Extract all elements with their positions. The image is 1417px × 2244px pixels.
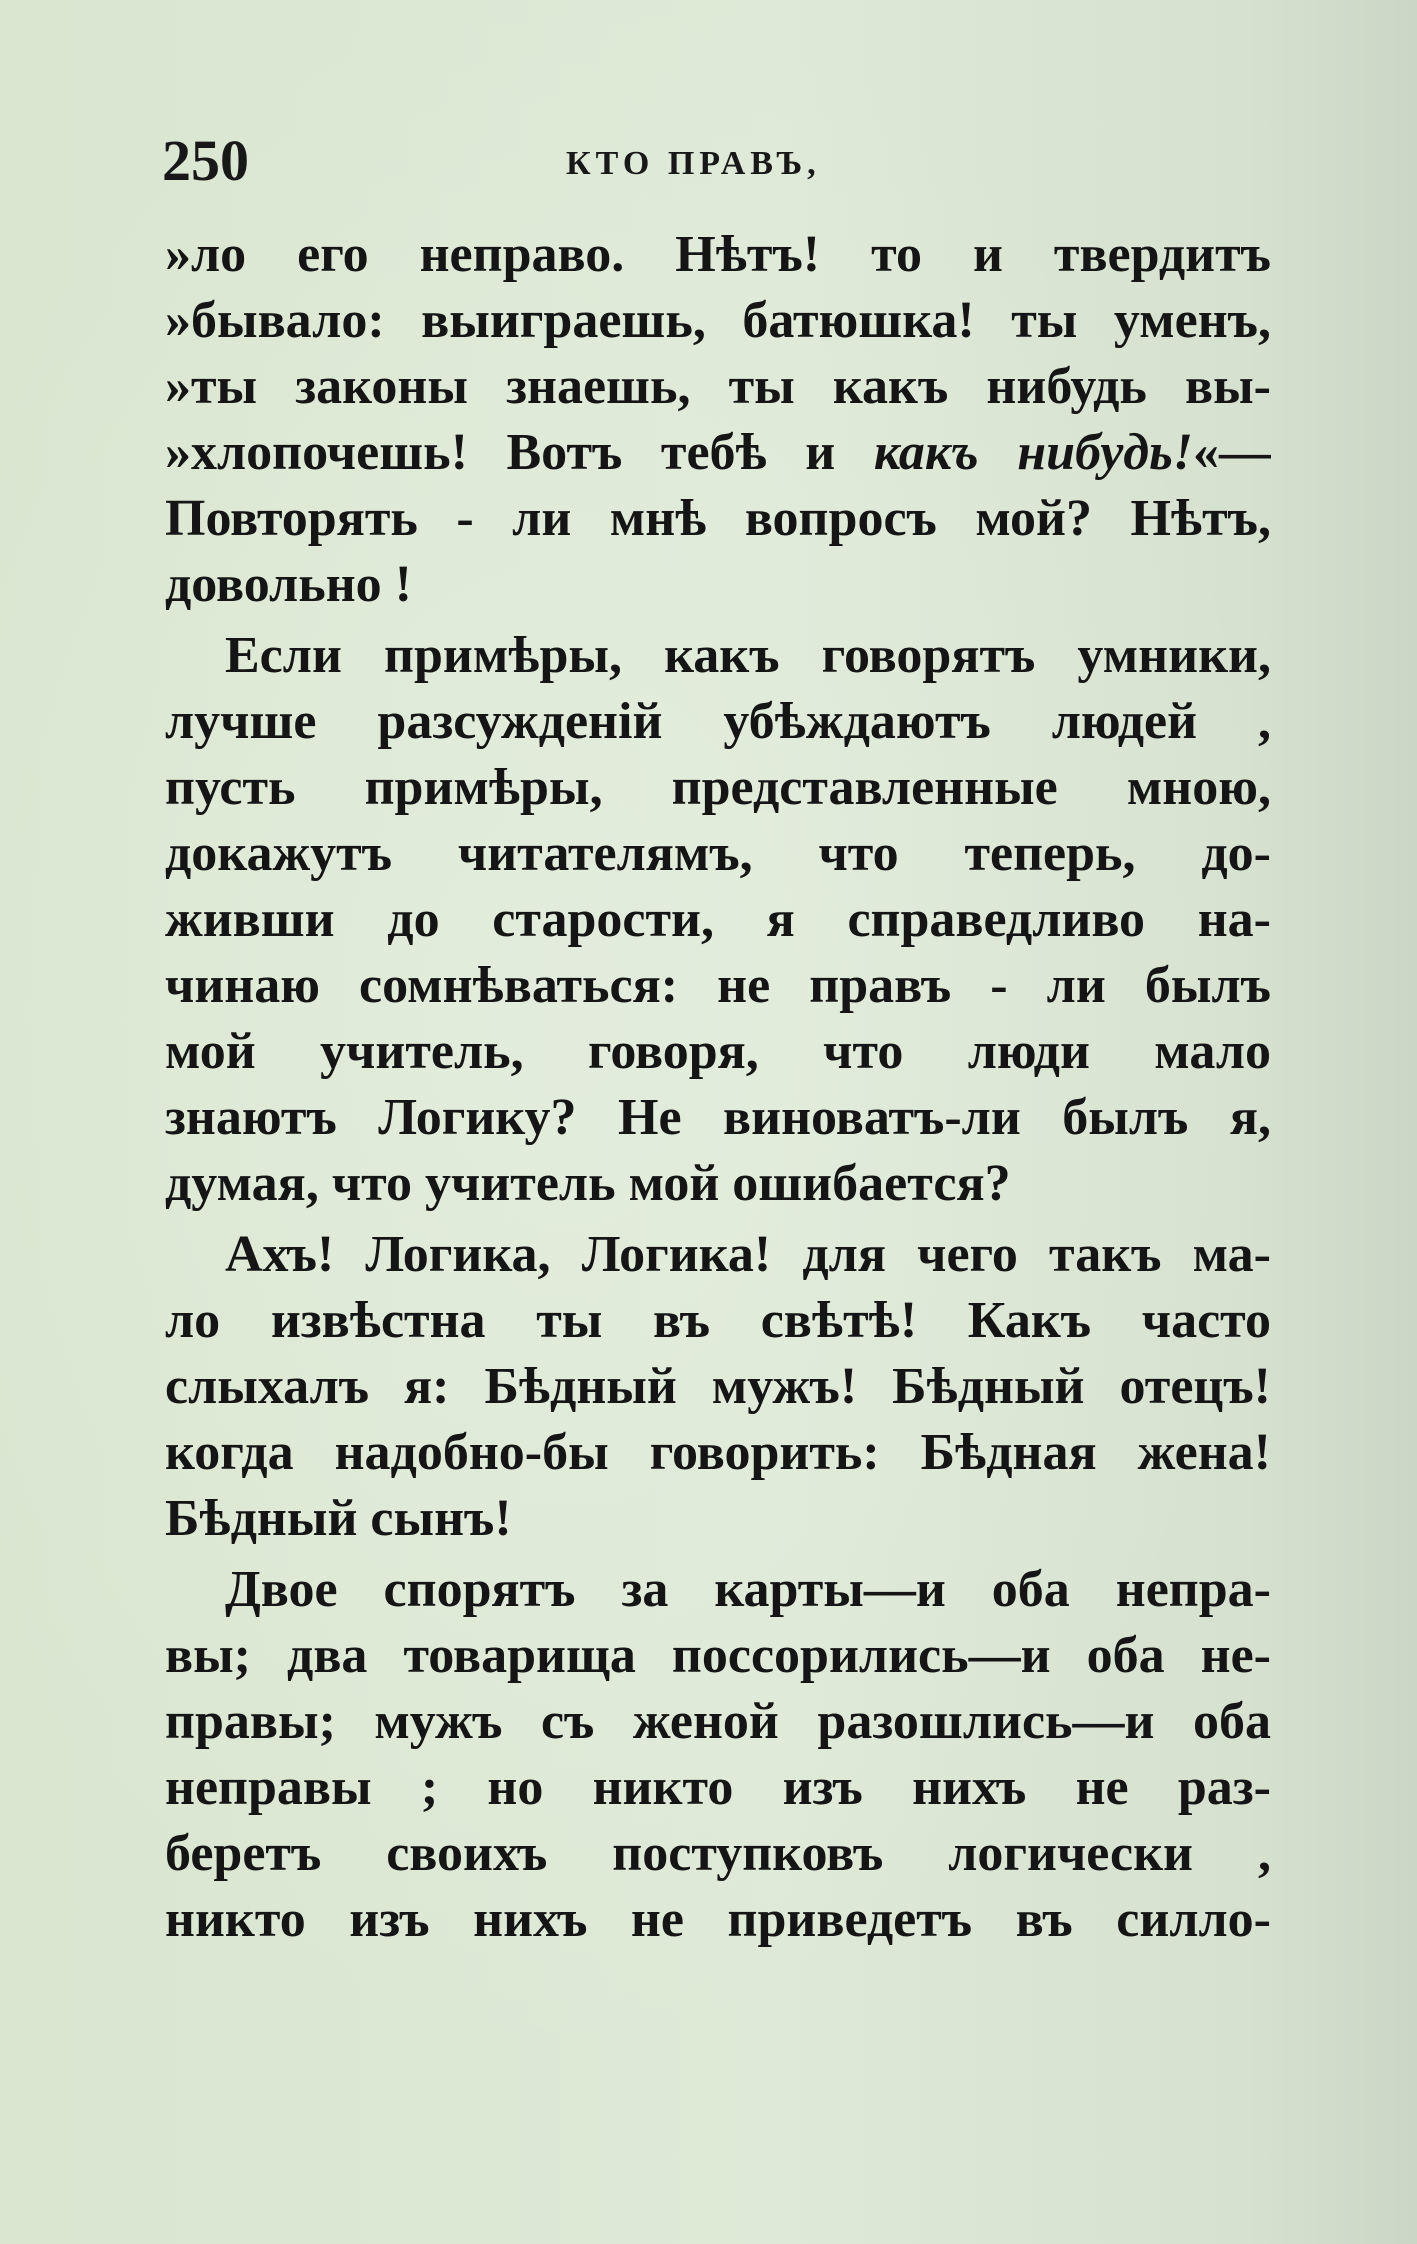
text-line: ло извѣстна ты въ свѣтѣ! Какъ часто	[165, 1292, 1271, 1349]
text-line: знаютъ Логику? Не виноватъ-ли былъ я,	[165, 1089, 1271, 1146]
paragraph-2	[165, 623, 1271, 1217]
text-line: живши до старости, я справедливо на-	[165, 891, 1271, 948]
text-line: докажутъ читателямъ, что теперь, до-	[165, 825, 1271, 882]
text-line: думая, что учитель мой ошибается?	[165, 1155, 1011, 1212]
paragraph-3	[165, 1222, 1271, 1552]
paragraph-4	[165, 1557, 1271, 1953]
running-title: КТО ПРАВЪ,	[566, 145, 821, 182]
text-line: »ты законы знаешь, ты какъ нибудь вы-	[165, 358, 1271, 415]
text-line: лучше разсужденій убѣждаютъ людей ,	[165, 693, 1271, 750]
text-line: никто изъ нихъ не приведетъ въ силло-	[165, 1891, 1271, 1948]
text-line: когда надобно-бы говорить: Бѣдная жена!	[165, 1424, 1271, 1481]
page-number: 250	[162, 128, 249, 193]
text-line: пусть примѣры, представленные мною,	[165, 759, 1271, 816]
text-segment: «—	[1193, 424, 1271, 481]
text-line: Ахъ! Логика, Логика! для чего такъ ма-	[225, 1226, 1271, 1283]
text-line: Двое спорятъ за карты—и оба непра-	[225, 1561, 1271, 1618]
text-line: довольно !	[165, 556, 412, 613]
italic-text-segment: какъ нибудь!	[873, 424, 1194, 481]
text-line: Бѣдный сынъ!	[165, 1490, 512, 1547]
text-line: правы; мужъ съ женой разошлись—и оба	[165, 1693, 1271, 1750]
page-text	[165, 222, 1271, 1953]
text-line: Если примѣры, какъ говорятъ умники,	[225, 627, 1271, 684]
text-line: беретъ своихъ поступковъ логически ,	[165, 1825, 1271, 1882]
text-line: неправы ; но никто изъ нихъ не раз-	[165, 1759, 1271, 1816]
text-line: слыхалъ я: Бѣдный мужъ! Бѣдный отецъ!	[165, 1358, 1271, 1415]
text-segment: »хлопочешь! Вотъ тебѣ и	[165, 424, 874, 481]
text-line: Повторять - ли мнѣ вопросъ мой? Нѣтъ,	[165, 490, 1271, 547]
text-line: »бывало: выиграешь, батюшка! ты уменъ,	[165, 292, 1271, 349]
paragraph-1	[165, 222, 1271, 618]
text-line: вы; два товарища поссорились—и оба не-	[165, 1627, 1271, 1684]
text-line: чинаю сомнѣваться: не правъ - ли былъ	[165, 957, 1271, 1014]
text-line: »ло его неправо. Нѣтъ! то и твердитъ	[165, 226, 1271, 283]
text-line	[165, 420, 1271, 486]
text-line: мой учитель, говоря, что люди мало	[165, 1023, 1271, 1080]
